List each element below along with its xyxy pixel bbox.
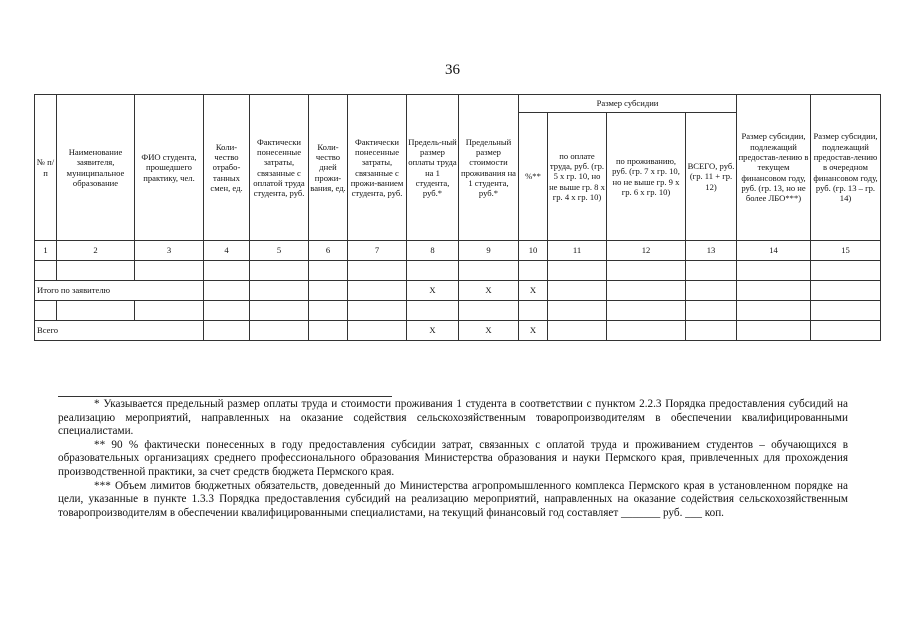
header-subsidy-group: Размер субсидии [519, 95, 737, 113]
col-num: 2 [57, 241, 135, 261]
col-num: 14 [737, 241, 811, 261]
col-num: 15 [811, 241, 881, 261]
row-label-total-all: Всего [35, 321, 204, 341]
col-num: 7 [348, 241, 407, 261]
row-label-total-applicant: Итого по заявителю [35, 281, 204, 301]
table-row-total-all [35, 321, 881, 341]
footnote-3: *** Объем лимитов бюджетных обязательств, доведенный до Министерства агропромышленного комплекса Пермского края в установленном порядке на цели, указанные в пункте 1.3.3 Порядка предоставления субсидий на реализацию мероприятий, направленных на оказание содействия сельскохозяйственным товаропроизводителям в обеспечении квалифицированными специалистами, на текущий финансовый год составляет _______ руб. ___ коп. [58, 479, 848, 519]
footnote-divider [58, 396, 392, 397]
col-num: 5 [250, 241, 309, 261]
col-num: 12 [607, 241, 686, 261]
x-mark: Х [459, 281, 519, 301]
col-num: 1 [35, 241, 57, 261]
col-num: 8 [407, 241, 459, 261]
column-number-row [35, 241, 881, 261]
header-limit-living: Предельный размер стоимости проживания на 1 студента, руб.* [459, 95, 519, 241]
header-actual-labor: Фактически понесенные затраты, связанные с оплатой труда студента, руб. [250, 95, 309, 241]
col-num: 10 [519, 241, 548, 261]
header-next-year: Размер субсидии, подлежащий предостав-лению в очередном финансовом году, руб. (гр. 13 – гр. 14) [811, 95, 881, 241]
header-fio: ФИО студента, прошедшего практику, чел. [135, 95, 204, 241]
header-percent: %** [519, 113, 548, 241]
x-mark: Х [407, 281, 459, 301]
col-num: 4 [204, 241, 250, 261]
header-shifts: Коли-чество отрабо-танных смен, ед. [204, 95, 250, 241]
subsidy-table [34, 94, 881, 341]
page-number: 36 [445, 62, 460, 78]
footnote-1: * Указывается предельный размер оплаты труда и стоимости проживания 1 студента в соответствии с пунктом 2.2.3 Порядка предоставления субсидий на реализацию мероприятий, направленных на оказание содействия сельскохозяйственным товаропроизводителям в обеспечении квалифицированными специалистами. [58, 398, 848, 438]
footnotes [58, 398, 848, 520]
col-num: 13 [686, 241, 737, 261]
header-actual-living: Фактически понесенные затраты, связанные с прожи-ванием студента, руб. [348, 95, 407, 241]
table-row-total-applicant [35, 281, 881, 301]
header-current-year: Размер субсидии, подлежащий предостав-лению в текущем финансовом году, руб. (гр. 13, но не более ЛБО***) [737, 95, 811, 241]
header-sub-living: по проживанию, руб. (гр. 7 х гр. 10, но не выше гр. 9 х гр. 6 х гр. 10) [607, 113, 686, 241]
table-row-empty [35, 261, 881, 281]
x-mark: Х [519, 321, 548, 341]
header-days: Коли-чество дней прожи-вания, ед. [309, 95, 348, 241]
footnote-2: ** 90 % фактически понесенных в году предоставления субсидии затрат, связанных с оплатой труда и проживанием студентов – обучающихся в образовательных организациях среднего профессионального образования Министерства образования и науки Пермского края, привлеченных для прохождения производственной практики, за счет средств бюджета Пермского края. [58, 438, 848, 478]
header-n: № п/п [35, 95, 57, 241]
header-name: Наименование заявителя, муниципальное образование [57, 95, 135, 241]
col-num: 9 [459, 241, 519, 261]
x-mark: Х [459, 321, 519, 341]
x-mark: Х [519, 281, 548, 301]
header-sub-labor: по оплате труда, руб. (гр. 5 х гр. 10, но не выше гр. 8 х гр. 4 х гр. 10) [548, 113, 607, 241]
col-num: 6 [309, 241, 348, 261]
col-num: 3 [135, 241, 204, 261]
x-mark: Х [407, 321, 459, 341]
table-row-empty [35, 301, 881, 321]
header-sub-total: ВСЕГО, руб. (гр. 11 + гр. 12) [686, 113, 737, 241]
header-limit-pay: Предель-ный размер оплаты труда на 1 студента, руб.* [407, 95, 459, 241]
col-num: 11 [548, 241, 607, 261]
